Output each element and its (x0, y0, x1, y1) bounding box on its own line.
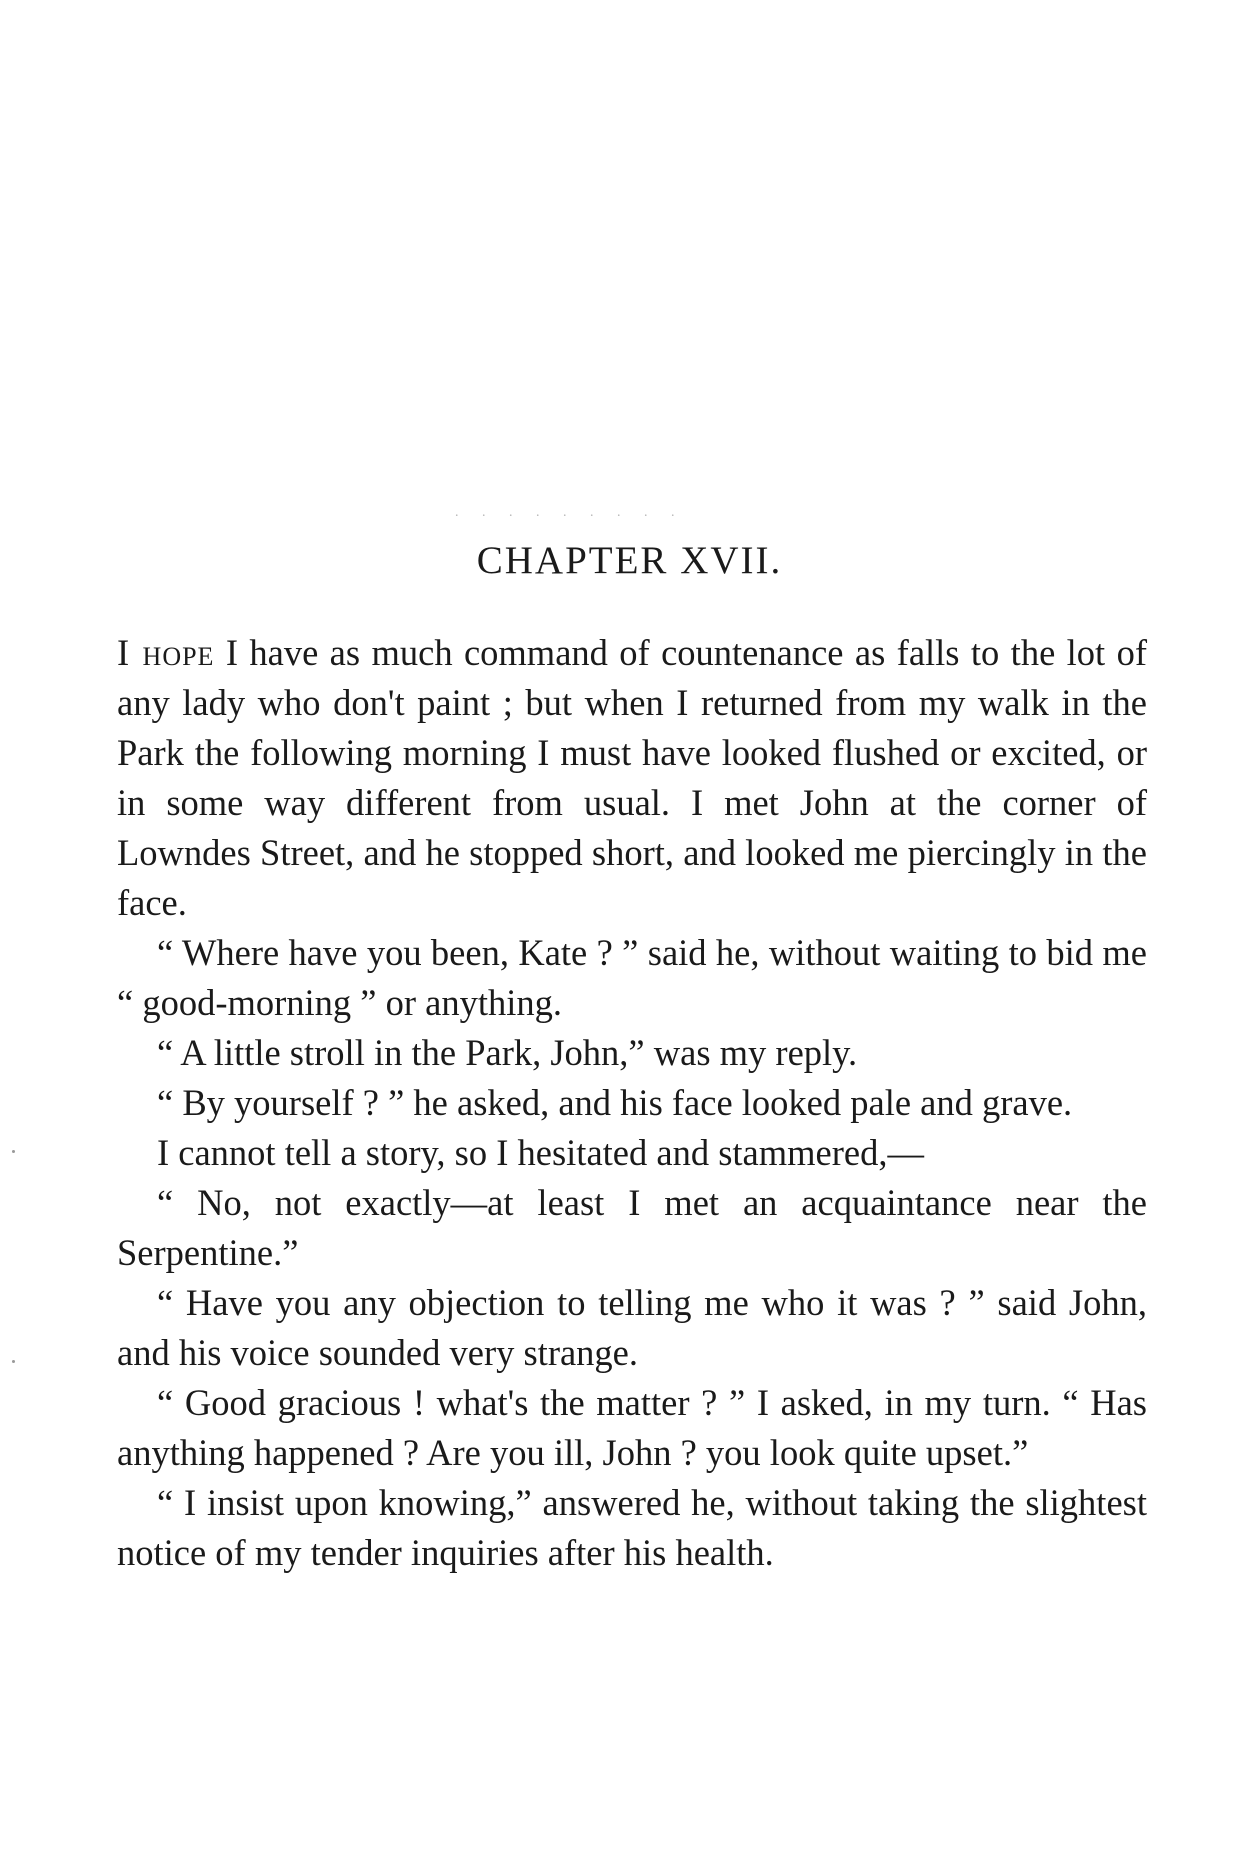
scan-margin-mark (12, 1150, 15, 1153)
paragraph: I cannot tell a story, so I hesitated and stammered,— (157, 1132, 924, 1173)
chapter-title: CHAPTER XVII. (476, 539, 783, 582)
paragraph: “ By yourself ? ” he asked, and his face looked pale and grave. (157, 1082, 1073, 1123)
chapter-body (117, 628, 1147, 1578)
paragraph (117, 628, 1147, 928)
paragraph: “ I insist upon knowing,” answered he, without taking the slightest notice of my tender inquiries after his health. (117, 1482, 1147, 1573)
paragraph: “ Where have you been, Kate ? ” said he, without waiting to bid me “ good-morning ” or anything. (117, 932, 1147, 1023)
paragraph-text: I have as much command of countenance as falls to the lot of any lady who don't paint ; but when I returned from my walk in the Park the following morning I must have looked flushed or excited, or in some way different from usual. I met John at the corner of Lowndes Street, and he stopped short, and looked me piercingly in the face. (117, 632, 1147, 923)
paragraph: “ Good gracious ! what's the matter ? ” I asked, in my turn. “ Has anything happened ? Are you ill, John ? you look quite upset.” (117, 1382, 1147, 1473)
scan-artifact-dots: . . . . . . . . . (455, 505, 685, 520)
scan-margin-mark (12, 1360, 15, 1363)
paragraph: “ Have you any objection to telling me who it was ? ” said John, and his voice sounded very strange. (117, 1282, 1147, 1373)
paragraph: “ No, not exactly—at least I met an acquaintance near the Serpentine.” (117, 1182, 1147, 1273)
paragraph: “ A little stroll in the Park, John,” was my reply. (157, 1032, 858, 1073)
paragraph-lead: I hope (117, 632, 215, 673)
